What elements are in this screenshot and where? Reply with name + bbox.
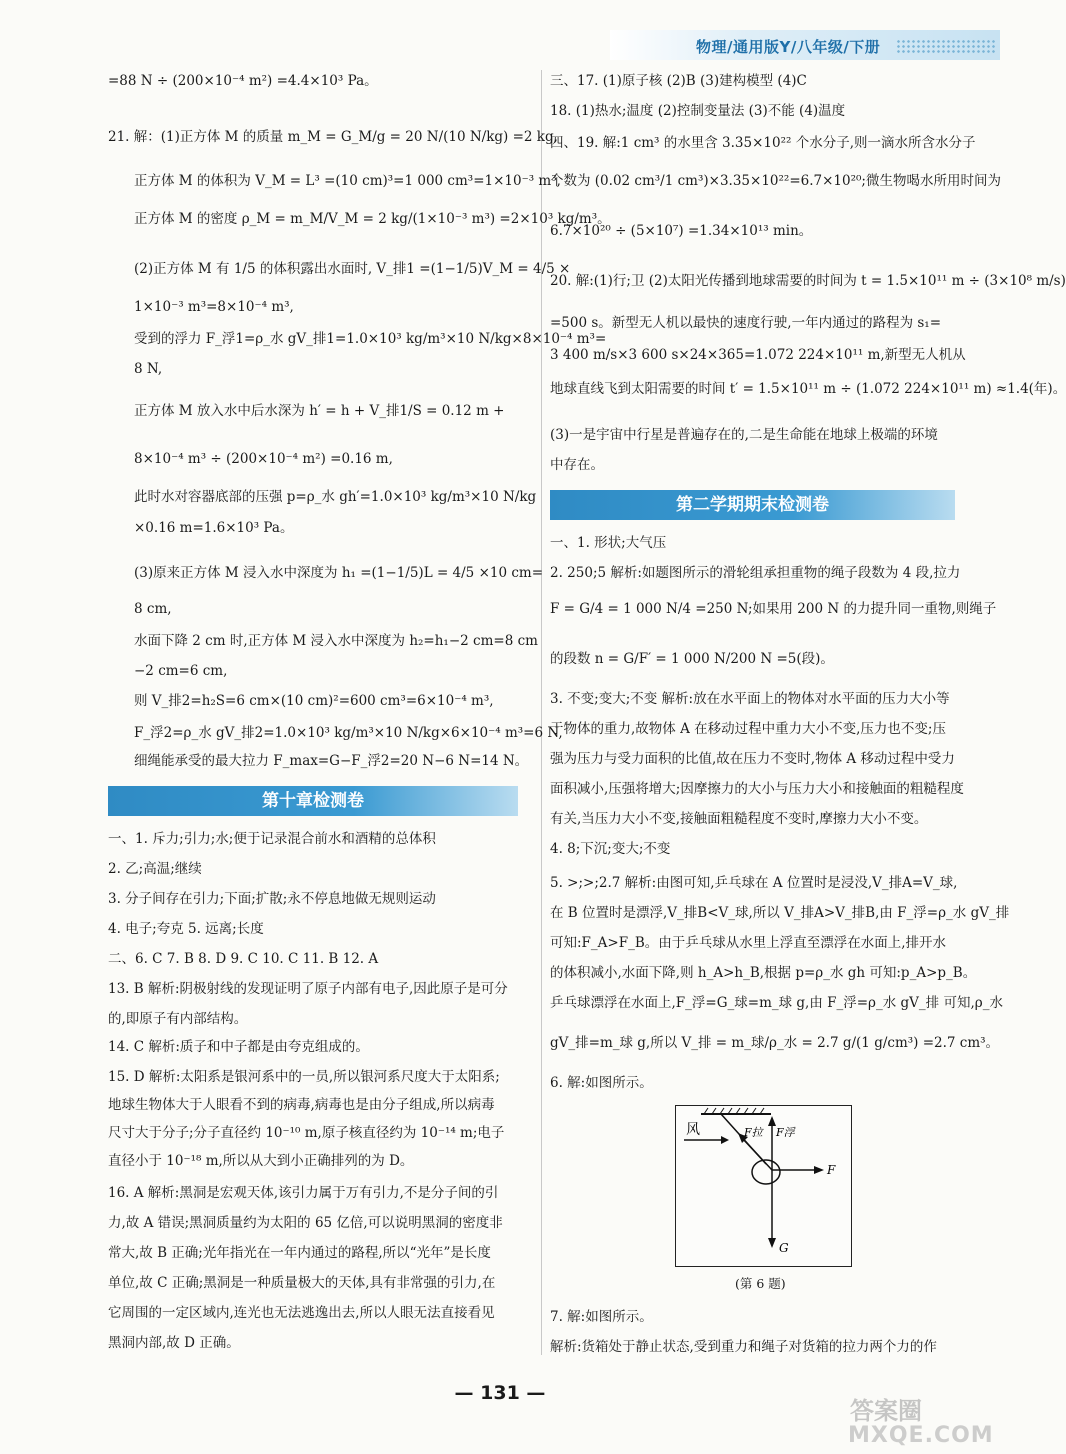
site-watermark	[840, 1395, 994, 1450]
header-band	[610, 30, 1000, 60]
text-line: −2 cm=6 cm,	[134, 663, 228, 679]
text-line: 3 400 m/s×3 600 s×24×365=1.072 224×10¹¹ m,新型无人机从	[550, 347, 966, 363]
text-line: 2. 250;5 解析:如题图所示的滑轮组承担重物的绳子段数为 4 段,拉力	[550, 565, 961, 581]
text-line: 水面下降 2 cm 时,正方体 M 浸入水中深度为 h₂=h₁−2 cm=8 cm	[134, 633, 538, 649]
text-line: 正方体 M 放入水中后水深为 h′ = h + V_排1/S = 0.12 m +	[134, 403, 505, 419]
text-line: =88 N ÷ (200×10⁻⁴ m²) =4.4×10³ Pa。	[108, 73, 378, 89]
text-line: 个数为 (0.02 cm³/1 cm³)×3.35×10²²=6.7×10²⁰;微生物喝水所用时间为	[550, 173, 1001, 189]
section-banner-final-exam: 第二学期期末检测卷	[550, 490, 955, 520]
force-diagram-svg	[676, 1106, 851, 1266]
label-wind: 风	[686, 1122, 700, 1138]
text-line: 2. 乙;高温;继续	[108, 861, 202, 877]
label-f: F	[827, 1163, 836, 1177]
text-line: 细绳能承受的最大拉力 F_max=G−F_浮2=20 N−6 N=14 N。	[134, 753, 529, 769]
text-line: 二、6. C 7. B 8. D 9. C 10. C 11. B 12. A	[108, 951, 379, 967]
label-tension: F拉	[744, 1126, 763, 1139]
gravity-arrowhead	[768, 1238, 776, 1248]
text-line: 直径小于 10⁻¹⁸ m,所以从大到小正确排列的为 D。	[108, 1153, 414, 1169]
text-line: 中存在。	[550, 457, 604, 473]
text-line: 一、1. 斥力;引力;水;便于记录混合前水和酒精的总体积	[108, 831, 436, 847]
text-line: gV_排=m_球 g,所以 V_排 = m_球/ρ_水 = 2.7 g/(1 g/cm³) =2.7 cm³。	[550, 1035, 1000, 1051]
text-line: =500 s。新型无人机以最快的速度行驶,一年内通过的路程为 s₁=	[550, 315, 942, 331]
text-line: 解析:货箱处于静止状态,受到重力和绳子对货箱的拉力两个力的作	[550, 1339, 937, 1355]
wind-arrowhead	[721, 1136, 729, 1144]
figure-caption: (第 6 题)	[735, 1276, 786, 1291]
text-line: (2)正方体 M 有 1/5 的体积露出水面时, V_排1 =(1−1/5)V_M = 4/5 ×	[134, 261, 571, 277]
text-line: 16. A 解析:黑洞是宏观天体,该引力属于万有引力,不是分子间的引	[108, 1185, 499, 1201]
text-line: 15. D 解析:太阳系是银河系中的一员,所以银河系尺度大于太阳系;	[108, 1069, 500, 1085]
text-line: 8 cm,	[134, 601, 172, 617]
text-line: F = G/4 = 1 000 N/4 =250 N;如果用 200 N 的力提升同一重物,则绳子	[550, 601, 997, 617]
text-line: 13. B 解析:阴极射线的发现证明了原子内部有电子,因此原子是可分	[108, 981, 508, 997]
text-line: 可知:F_A>F_B。由于乒乓球从水里上浮直至漂浮在水面上,排开水	[550, 935, 947, 951]
text-line: 3. 不变;变大;不变 解析:放在水平面上的物体对水平面的压力大小等	[550, 691, 950, 707]
text-line: 单位,故 C 正确;黑洞是一种质量极大的天体,具有非常强的引力,在	[108, 1275, 496, 1291]
text-line: 地球生物体大于人眼看不到的病毒,病毒也是由分子组成,所以病毒	[108, 1097, 495, 1113]
force-diagram	[675, 1105, 852, 1267]
text-line: 21. 解：(1)正方体 M 的质量 m_M = G_M/g = 20 N/(10 N/kg) =2 kg,	[108, 129, 558, 145]
text-line: 8×10⁻⁴ m³ ÷ (200×10⁻⁴ m²) =0.16 m,	[134, 451, 393, 467]
text-line: 6.7×10²⁰ ÷ (5×10⁷) =1.34×10¹³ min。	[550, 223, 813, 239]
header-dots	[896, 39, 996, 53]
text-line: 8 N,	[134, 361, 163, 377]
label-g: G	[779, 1241, 789, 1255]
text-line: 在 B 位置时是漂浮,V_排B<V_球,所以 V_排A>V_排B,由 F_浮=ρ_水 gV_排	[550, 905, 1010, 921]
text-line: 20. 解:(1)行;卫 (2)太阳光传播到地球需要的时间为 t = 1.5×10¹¹ m ÷ (3×10⁸ m/s)	[550, 273, 1066, 289]
text-line: 力,故 A 错误;黑洞质量约为太阳的 65 亿倍,可以说明黑洞的密度非	[108, 1215, 503, 1231]
text-line: 1×10⁻³ m³=8×10⁻⁴ m³,	[134, 299, 294, 315]
book-tag: 物理/通用版Y/八年级/下册	[696, 38, 881, 56]
text-line: 一、1. 形状;大气压	[550, 535, 667, 551]
text-line: 受到的浮力 F_浮1=ρ_水 gV_排1=1.0×10³ kg/m³×10 N/kg×8×10⁻⁴ m³=	[134, 331, 607, 347]
text-line: 有关,当压力大小不变,接触面粗糙程度不变时,摩擦力大小不变。	[550, 811, 928, 827]
text-line: 4. 电子;夸克 5. 远离;长度	[108, 921, 264, 937]
watermark-logo	[840, 1395, 990, 1425]
svg-text:答案圈: 答案圈	[850, 1397, 922, 1425]
force-f-arrowhead	[814, 1166, 824, 1174]
text-line: 的段数 n = G/F′ = 1 000 N/200 N =5(段)。	[550, 651, 834, 667]
text-line: 18. (1)热水;温度 (2)控制变量法 (3)不能 (4)温度	[550, 103, 846, 119]
watermark-text: MXQE.COM	[848, 1423, 994, 1448]
text-line: 面积减小,压强将增大;因摩擦力的大小与压力大小和接触面的粗糙程度	[550, 781, 964, 797]
text-line: 正方体 M 的体积为 V_M = L³ =(10 cm)³=1 000 cm³=1×10⁻³ m³,	[134, 173, 561, 189]
text-line: 强为压力与受力面积的比值,故在压力不变时,物体 A 移动过程中受力	[550, 751, 955, 767]
text-line: F_浮2=ρ_水 gV_排2=1.0×10³ kg/m³×10 N/kg×6×10⁻⁴ m³=6 N,	[134, 725, 563, 741]
page-number: — 131 —	[454, 1382, 546, 1404]
text-line: 正方体 M 的密度 ρ_M = m_M/V_M = 2 kg/(1×10⁻³ m³) =2×10³ kg/m³。	[134, 211, 611, 227]
text-line: 则 V_排2=h₂S=6 cm×(10 cm)²=600 cm³=6×10⁻⁴ m³,	[134, 693, 494, 709]
text-line: 此时水对容器底部的压强 p=ρ_水 gh′=1.0×10³ kg/m³×10 N/kg	[134, 489, 537, 505]
text-line: 乒乓球漂浮在水面上,F_浮=G_球=m_球 g,由 F_浮=ρ_水 gV_排 可知,ρ_水	[550, 995, 1003, 1011]
text-line: 的体积减小,水面下降,则 h_A>h_B,根据 p=ρ_水 gh 可知:p_A>p_B。	[550, 965, 977, 981]
buoyancy-arrowhead	[768, 1116, 776, 1126]
text-line: 常大,故 B 正确;光年指光在一年内通过的路程,所以“光年”是长度	[108, 1245, 491, 1261]
text-line: 地球直线飞到太阳需要的时间 t′ = 1.5×10¹¹ m ÷ (1.072 224×10¹¹ m) ≈1.4(年)。	[550, 381, 1066, 397]
tension-arrow	[742, 1138, 772, 1170]
text-line: 它周围的一定区域内,连光也无法逃逸出去,所以人眼无法直接看见	[108, 1305, 495, 1321]
text-line: 的,即原子有内部结构。	[108, 1011, 248, 1027]
text-line: 尺寸大于分子;分子直径约 10⁻¹⁰ m,原子核直径约为 10⁻¹⁴ m;电子	[108, 1125, 505, 1141]
text-line: 黑洞内部,故 D 正确。	[108, 1335, 240, 1351]
section-banner-chapter10: 第十章检测卷	[108, 786, 518, 816]
text-line: 于物体的重力,故物体 A 在移动过程中重力大小不变,压力也不变;压	[550, 721, 946, 737]
text-line: 4. 8;下沉;变大;不变	[550, 841, 671, 857]
text-line: 14. C 解析:质子和中子都是由夸克组成的。	[108, 1039, 369, 1055]
text-line: 6. 解:如图所示。	[550, 1075, 653, 1091]
text-line: 7. 解:如图所示。	[550, 1309, 653, 1325]
text-line: 四、19. 解:1 cm³ 的水里含 3.35×10²² 个水分子,则一滴水所含水分子	[550, 135, 976, 151]
text-line: 三、17. (1)原子核 (2)B (3)建构模型 (4)C	[550, 73, 807, 89]
text-line: 5. >;>;2.7 解析:由图可知,乒乓球在 A 位置时是浸没,V_排A=V_球,	[550, 875, 958, 891]
text-line: ×0.16 m=1.6×10³ Pa。	[134, 520, 294, 536]
text-line: (3)一是宇宙中行星是普遍存在的,二是生命能在地球上极端的环境	[550, 427, 938, 443]
text-line: (3)原来正方体 M 浸入水中深度为 h₁ =(1−1/5)L = 4/5 ×10 cm=	[134, 565, 544, 581]
label-buoyancy: F浮	[776, 1126, 795, 1139]
text-line: 3. 分子间存在引力;下面;扩散;永不停息地做无规则运动	[108, 891, 436, 907]
